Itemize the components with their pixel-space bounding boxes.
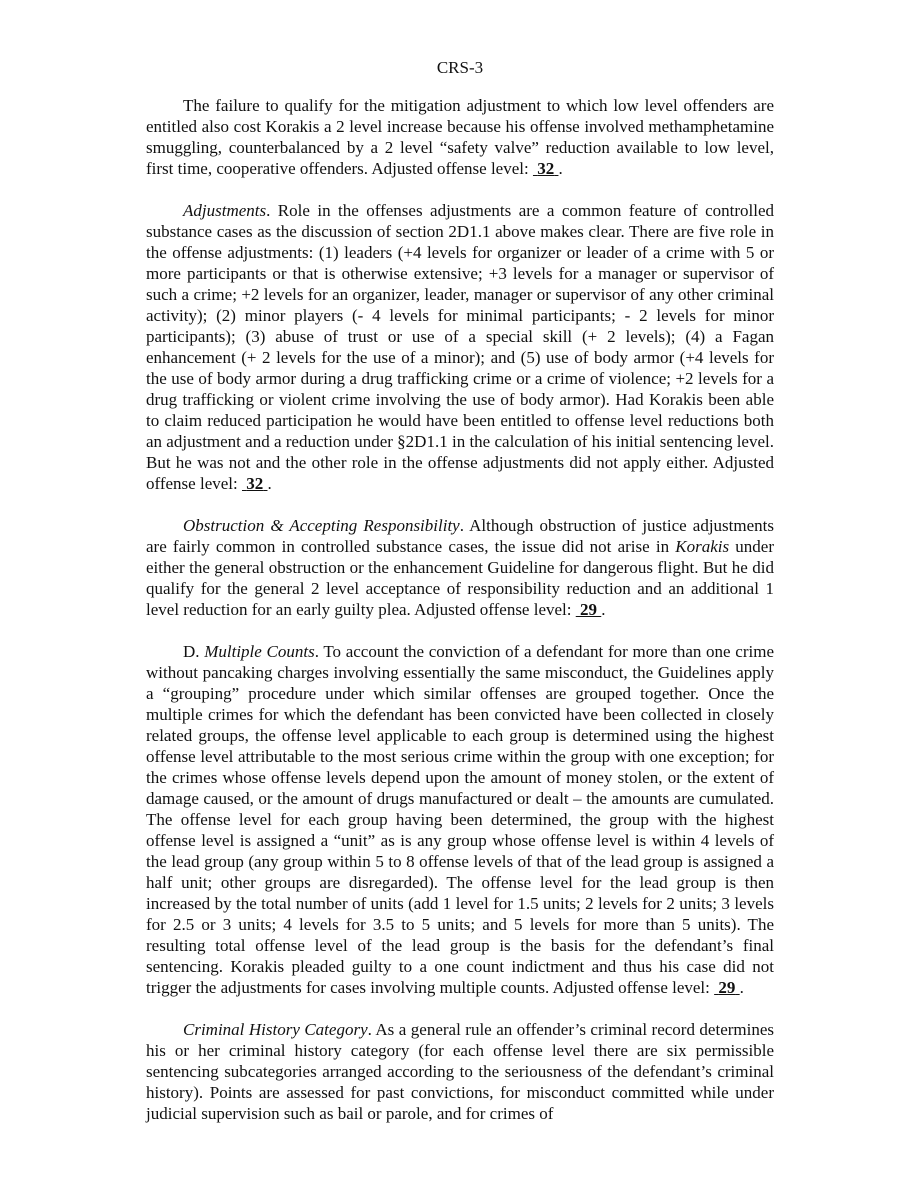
period: . <box>601 600 606 619</box>
adjusted-offense-level-value: 29 <box>580 600 597 619</box>
section-heading-criminal-history: Criminal History Category <box>183 1020 368 1039</box>
section-heading-adjustments: Adjustments <box>183 201 267 220</box>
case-name: Korakis <box>675 537 730 556</box>
adjusted-offense-level-value: 32 <box>537 159 555 178</box>
period: . <box>267 474 272 493</box>
page-label: CRS-3 <box>436 58 484 77</box>
paragraph-adjustments <box>146 200 774 494</box>
adjusted-offense-level-value: 29 <box>718 978 736 997</box>
adjusted-offense-level-value: 32 <box>246 474 264 493</box>
paragraph-text: . As a general rule an offender’s criminal record determines his or her criminal history category (for each offense level there are six permissible sentencing subcategories arranged according to the seriousness of the defendant’s criminal history). Points are assessed for past convictions, for misconduct committed while under judicial supervision such as bail or parole, and for crimes of <box>146 1020 775 1123</box>
paragraph-criminal-history <box>146 1019 774 1124</box>
paragraph-text: . Role in the offenses adjustments are a common feature of controlled substance cases as the discussion of section 2D1.1 above makes clear. There are five role in the offense adjustments: (1) leaders (+4 levels for organizer or leader of a crime with 5 or more participants or that is otherwise extensive; +3 levels for a manager or supervisor of such a crime; +2 levels for an organizer, leader, manager or supervisor of any other criminal activity); (2) minor players (- 4 levels for minimal participants; - 2 levels for minor participants); (3) abuse of trust or use of a special skill (+ 2 levels); (4) a Fagan enhancement (+ 2 levels for the use of a minor); and (5) use of body armor (+4 levels for the use of body armor during a drug trafficking crime or a crime of violence; +2 levels for a drug trafficking or violent crime involving the use of body armor). Had Korakis been able to claim reduced participation he would have been entitled to offense level reductions both an adjustment and a reduction under §2D1.1 in the calculation of his initial sentencing level. But he was not and the other role in the offense adjustments did not apply either. Adjusted offense level: <box>146 201 774 493</box>
page-header <box>0 57 920 78</box>
document-body <box>146 95 774 1145</box>
paragraph-text: . To account the conviction of a defendant for more than one crime without pancaking charges involving essentially the same misconduct, the Guidelines apply a “grouping” procedure under which similar offenses are grouped together. Once the multiple crimes for which the defendant has been convicted have been collected in closely related groups, the offense level applicable to each group is determined using the highest offense level attributable to the most serious crime within the group with one exception; for the crimes whose offense levels depend upon the amount of money stolen, or the extent of damage caused, or the amount of drugs manufactured or dealt – the amounts are cumulated. The offense level for each group having been determined, the group with the highest offense level is assigned a “unit” as is any group whose offense level is within 4 levels of the lead group (any group within 5 to 8 offense levels of that of the lead group is assigned a half unit; other groups are disregarded). The offense level for the lead group is then increased by the total number of units (add 1 level for 1.5 units; 2 levels for 2 units; 3 levels for 2.5 or 3 units; 4 levels for 3.5 to 5 units; and 5 levels for more than 5 units). The resulting total offense level of the lead group is the basis for the defendant’s final sentencing. Korakis pleaded guilty to a one count indictment and thus his case did not trigger the adjustments for cases involving multiple counts. Adjusted offense level: <box>146 642 774 997</box>
paragraph-text: The failure to qualify for the mitigation adjustment to which low level offenders are entitled also cost Korakis a 2 level increase because his offense involved methamphetamine smuggling, counterbalanced by a 2 level “safety valve” reduction available to low level, first time, cooperative offenders. Adjusted offense level: <box>146 96 774 178</box>
section-prefix: D. <box>183 642 205 661</box>
paragraph-text: . Although obstruction of justice adjustments are fairly common in controlled substance cases, the issue did not arise in <box>146 516 775 556</box>
paragraph-text: under either the general obstruction or the enhancement Guideline for dangerous flight. But he did qualify for the general 2 level acceptance of responsibility reduction and an additional 1 level reduction for an early guilty plea. Adjusted offense level: <box>146 537 774 619</box>
paragraph-obstruction <box>146 515 774 620</box>
section-heading-obstruction: Obstruction & Accepting Responsibility <box>183 516 460 535</box>
paragraph-mitigation <box>146 95 774 179</box>
period: . <box>558 159 563 178</box>
section-heading-multiple-counts: Multiple Counts <box>204 642 315 661</box>
period: . <box>739 978 744 997</box>
paragraph-multiple-counts <box>146 641 774 998</box>
